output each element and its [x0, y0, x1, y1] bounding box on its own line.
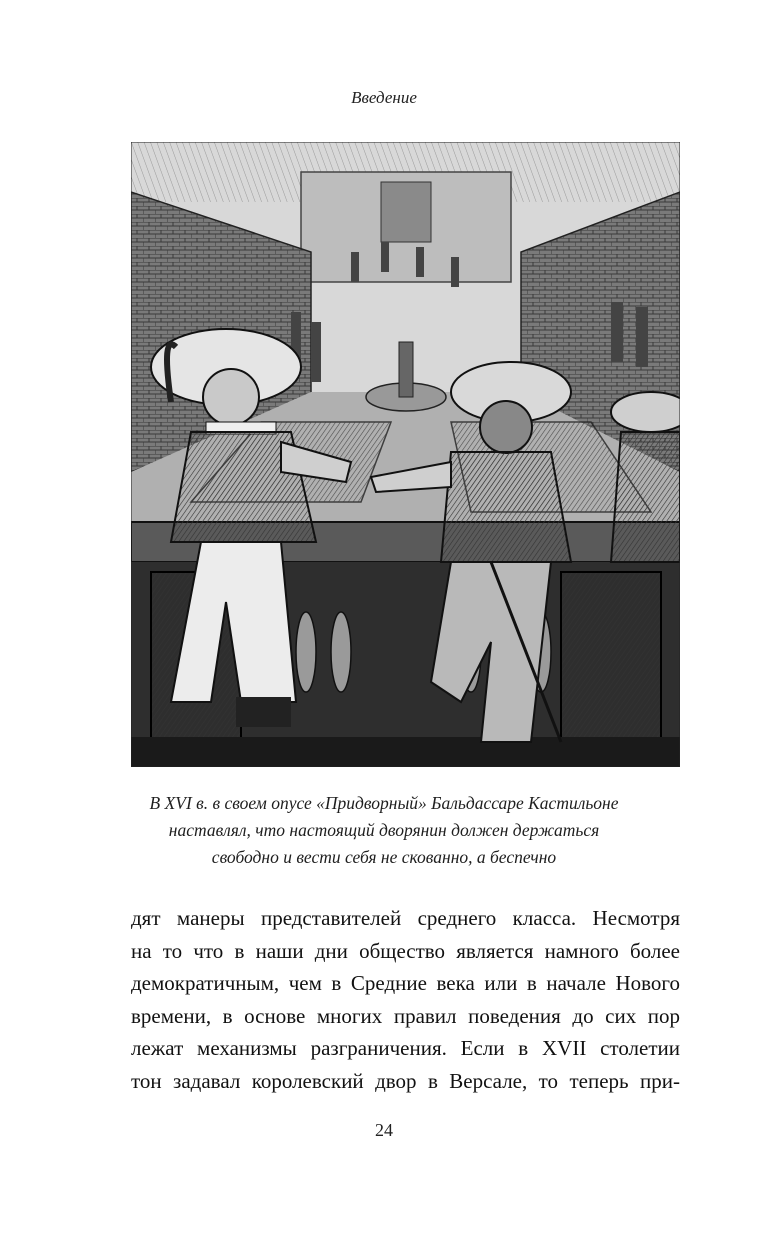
body-paragraph — [131, 902, 680, 1097]
body-line: времени, в основе многих правил поведения до сих пор — [131, 1003, 680, 1028]
page-number: 24 — [375, 1120, 393, 1140]
body-line: на то что в наши дни общество является намного более — [131, 938, 680, 963]
body-line: лежат механизмы разграничения. Если в XVII столетии — [131, 1036, 680, 1060]
caption-line: В XVI в. в своем опусе «Придворный» Бальдассаре Кастильоне — [149, 793, 619, 813]
running-head: Введение — [351, 88, 417, 107]
figure-caption — [120, 790, 648, 871]
body-line: дят манеры представителей среднего класса. Несмотря — [131, 906, 680, 930]
engraving-drawing — [131, 142, 680, 767]
caption-line: наставлял, что настоящий дворянин должен держаться — [168, 820, 600, 840]
caption-line: свободно и вести себя не скованно, а беспечно — [211, 847, 557, 867]
body-line: демократичным, чем в Средние века или в начале Нового — [131, 971, 680, 995]
body-line: тон задавал королевский двор в Версале, то теперь при- — [131, 1068, 680, 1093]
engraving-illustration — [131, 142, 680, 767]
